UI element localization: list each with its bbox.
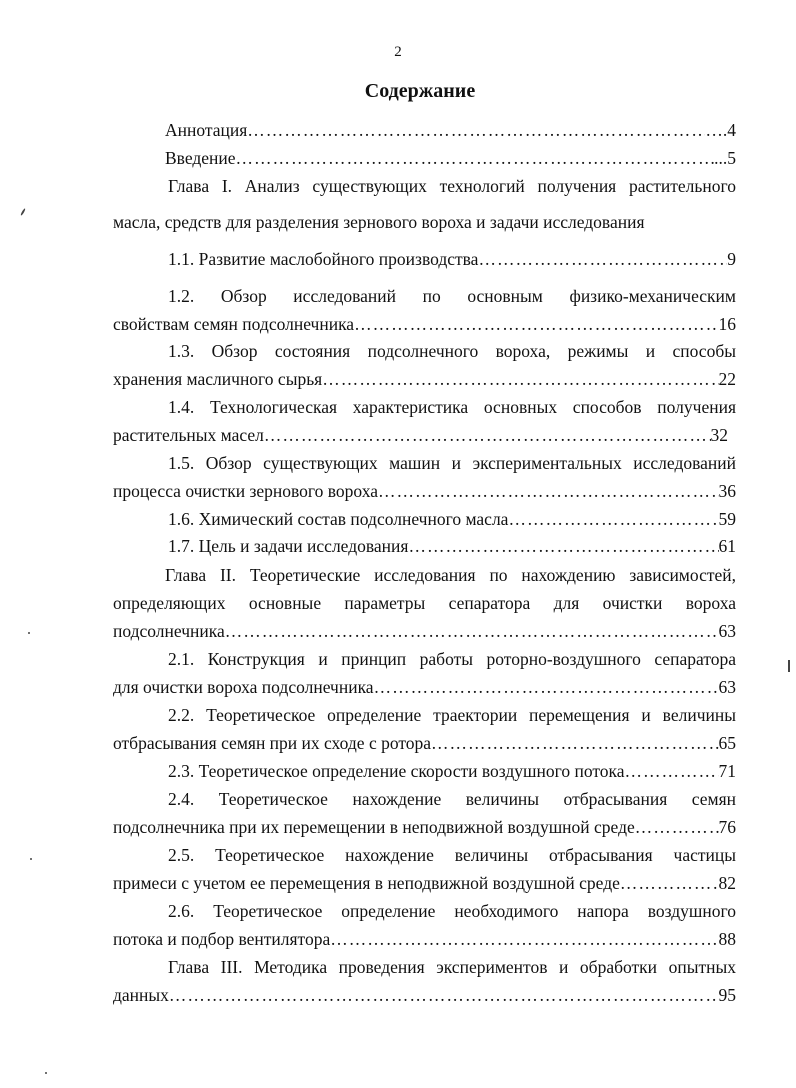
- dot-leader: [478, 249, 727, 270]
- dot-leader: [508, 509, 718, 530]
- toc-entry-2-2-line-2: [113, 733, 736, 754]
- dot-leader: [225, 621, 719, 642]
- toc-entry-1-3-line-2: [113, 369, 736, 390]
- dot-leader: [354, 314, 718, 335]
- dot-leader: [374, 677, 719, 698]
- toc-page-number: ...5: [714, 148, 736, 168]
- scan-speck: [30, 858, 32, 860]
- toc-entry-1-1: [168, 249, 736, 270]
- toc-page-number: 63: [718, 621, 736, 641]
- dot-leader: [264, 425, 711, 446]
- toc-page-number: 9: [727, 249, 736, 269]
- toc-entry-text: растительных масел: [113, 425, 264, 445]
- toc-entry-1-4-line-2: [113, 425, 728, 446]
- page-number: 2: [394, 44, 402, 60]
- dot-leader: [236, 148, 715, 169]
- toc-entry-2-2-line-1: 2.2. Теоретическое определение траектории перемещения и величины: [168, 705, 736, 725]
- toc-entry-1-5-line-2: [113, 481, 736, 502]
- toc-entry-text: подсолнечника: [113, 621, 225, 641]
- dot-leader: [322, 369, 718, 390]
- toc-page-number: 65: [718, 733, 736, 753]
- dot-leader: [330, 929, 718, 950]
- toc-entry-1-4-line-1: 1.4. Технологическая характеристика основных способов получения: [168, 397, 736, 417]
- toc-chapter-3-line-1: Глава III. Методика проведения экспериментов и обработки опытных: [168, 957, 736, 977]
- toc-entry-text: свойствам семян подсолнечника: [113, 314, 355, 334]
- toc-entry-text: хранения масличного сырья: [113, 369, 323, 389]
- toc-page-number: 16: [718, 314, 736, 334]
- scan-speck: [20, 208, 26, 216]
- toc-page-number: 36: [718, 481, 736, 501]
- toc-page-number: 71: [718, 761, 736, 781]
- toc-page-number: 59: [718, 509, 736, 529]
- toc-entry-1-2-line-2: [113, 314, 736, 335]
- toc-page-number: 61: [718, 536, 736, 556]
- toc-chapter-3-line-2: [113, 985, 736, 1006]
- toc-page-number: 32: [710, 425, 728, 445]
- toc-entry-text: данных: [113, 985, 169, 1005]
- toc-entry-text: Аннотация: [165, 120, 248, 140]
- toc-entry-text: процесса очистки зернового вороха: [113, 481, 378, 501]
- scan-speck: [788, 660, 790, 672]
- toc-entry-2-4-line-1: 2.4. Теоретическое нахождение величины отбрасывания семян: [168, 789, 736, 809]
- page-title: Содержание: [364, 80, 476, 102]
- toc-entry-text: потока и подбор вентилятора: [113, 929, 331, 949]
- dot-leader: [620, 873, 719, 894]
- toc-chapter-2-line-3: [113, 621, 736, 642]
- toc-entry-text: 1.7. Цель и задачи исследования: [168, 536, 409, 556]
- toc-chapter-1-line-2: масла, средств для разделения зернового вороха и задачи исследования: [113, 212, 645, 232]
- toc-chapter-2-line-2: определяющих основные параметры сепаратора для очистки вороха: [113, 593, 736, 613]
- toc-entry-1-3-line-1: 1.3. Обзор состояния подсолнечного вороха, режимы и способы: [168, 341, 736, 361]
- toc-entry-intro: [165, 148, 736, 169]
- toc-page-number: 22: [718, 369, 736, 389]
- scan-speck: [45, 1072, 47, 1074]
- toc-entry-text: примеси с учетом ее перемещения в неподвижной воздушной среде: [113, 873, 620, 893]
- toc-entry-text: Введение: [165, 148, 236, 168]
- toc-entry-2-1-line-2: [113, 677, 736, 698]
- toc-entry-text: 2.3. Теоретическое определение скорости воздушного потока: [168, 761, 625, 781]
- toc-entry-2-6-line-2: [113, 929, 736, 950]
- toc-entry-text: подсолнечника при их перемещении в неподвижной воздушной среде: [113, 817, 635, 837]
- toc-entry-1-5-line-1: 1.5. Обзор существующих машин и экспериментальных исследований: [168, 453, 736, 473]
- scan-speck: [28, 632, 30, 634]
- toc-entry-1-2-line-1: 1.2. Обзор исследований по основным физико-механическим: [168, 286, 736, 306]
- toc-entry-2-3: [168, 761, 736, 782]
- toc-entry-2-5-line-1: 2.5. Теоретическое нахождение величины отбрасывания частицы: [168, 845, 736, 865]
- toc-entry-1-6: [168, 509, 736, 530]
- toc-page-number: 76: [718, 817, 736, 837]
- toc-page-number: 88: [718, 929, 736, 949]
- toc-entry-2-4-line-2: [113, 817, 736, 838]
- toc-entry-annotation: [165, 120, 736, 141]
- toc-entry-text: для очистки вороха подсолнечника: [113, 677, 374, 697]
- toc-entry-2-5-line-2: [113, 873, 736, 894]
- toc-entry-text: 1.6. Химический состав подсолнечного масла: [168, 509, 509, 529]
- toc-entry-text: отбрасывания семян при их сходе с ротора: [113, 733, 432, 753]
- toc-page-number: ….4: [705, 120, 736, 140]
- toc-chapter-1-line-1: Глава I. Анализ существующих технологий получения растительного: [168, 176, 736, 196]
- toc-page-number: 63: [718, 677, 736, 697]
- dot-leader: [625, 761, 719, 782]
- toc-entry-text: 1.1. Развитие маслобойного производства: [168, 249, 479, 269]
- toc-page-number: 82: [718, 873, 736, 893]
- toc-entry-2-6-line-1: 2.6. Теоретическое определение необходимого напора воздушного: [168, 901, 736, 921]
- toc-page-number: 95: [718, 985, 736, 1005]
- toc-entry-2-1-line-1: 2.1. Конструкция и принцип работы роторно-воздушного сепаратора: [168, 649, 736, 669]
- dot-leader: [378, 481, 719, 502]
- dot-leader: [169, 985, 719, 1006]
- dot-leader: [635, 817, 719, 838]
- dot-leader: [247, 120, 705, 141]
- toc-entry-1-7: [168, 536, 736, 557]
- dot-leader: [431, 733, 718, 754]
- dot-leader: [408, 536, 718, 557]
- toc-chapter-2-line-1: Глава II. Теоретические исследования по нахождению зависимостей,: [165, 565, 736, 585]
